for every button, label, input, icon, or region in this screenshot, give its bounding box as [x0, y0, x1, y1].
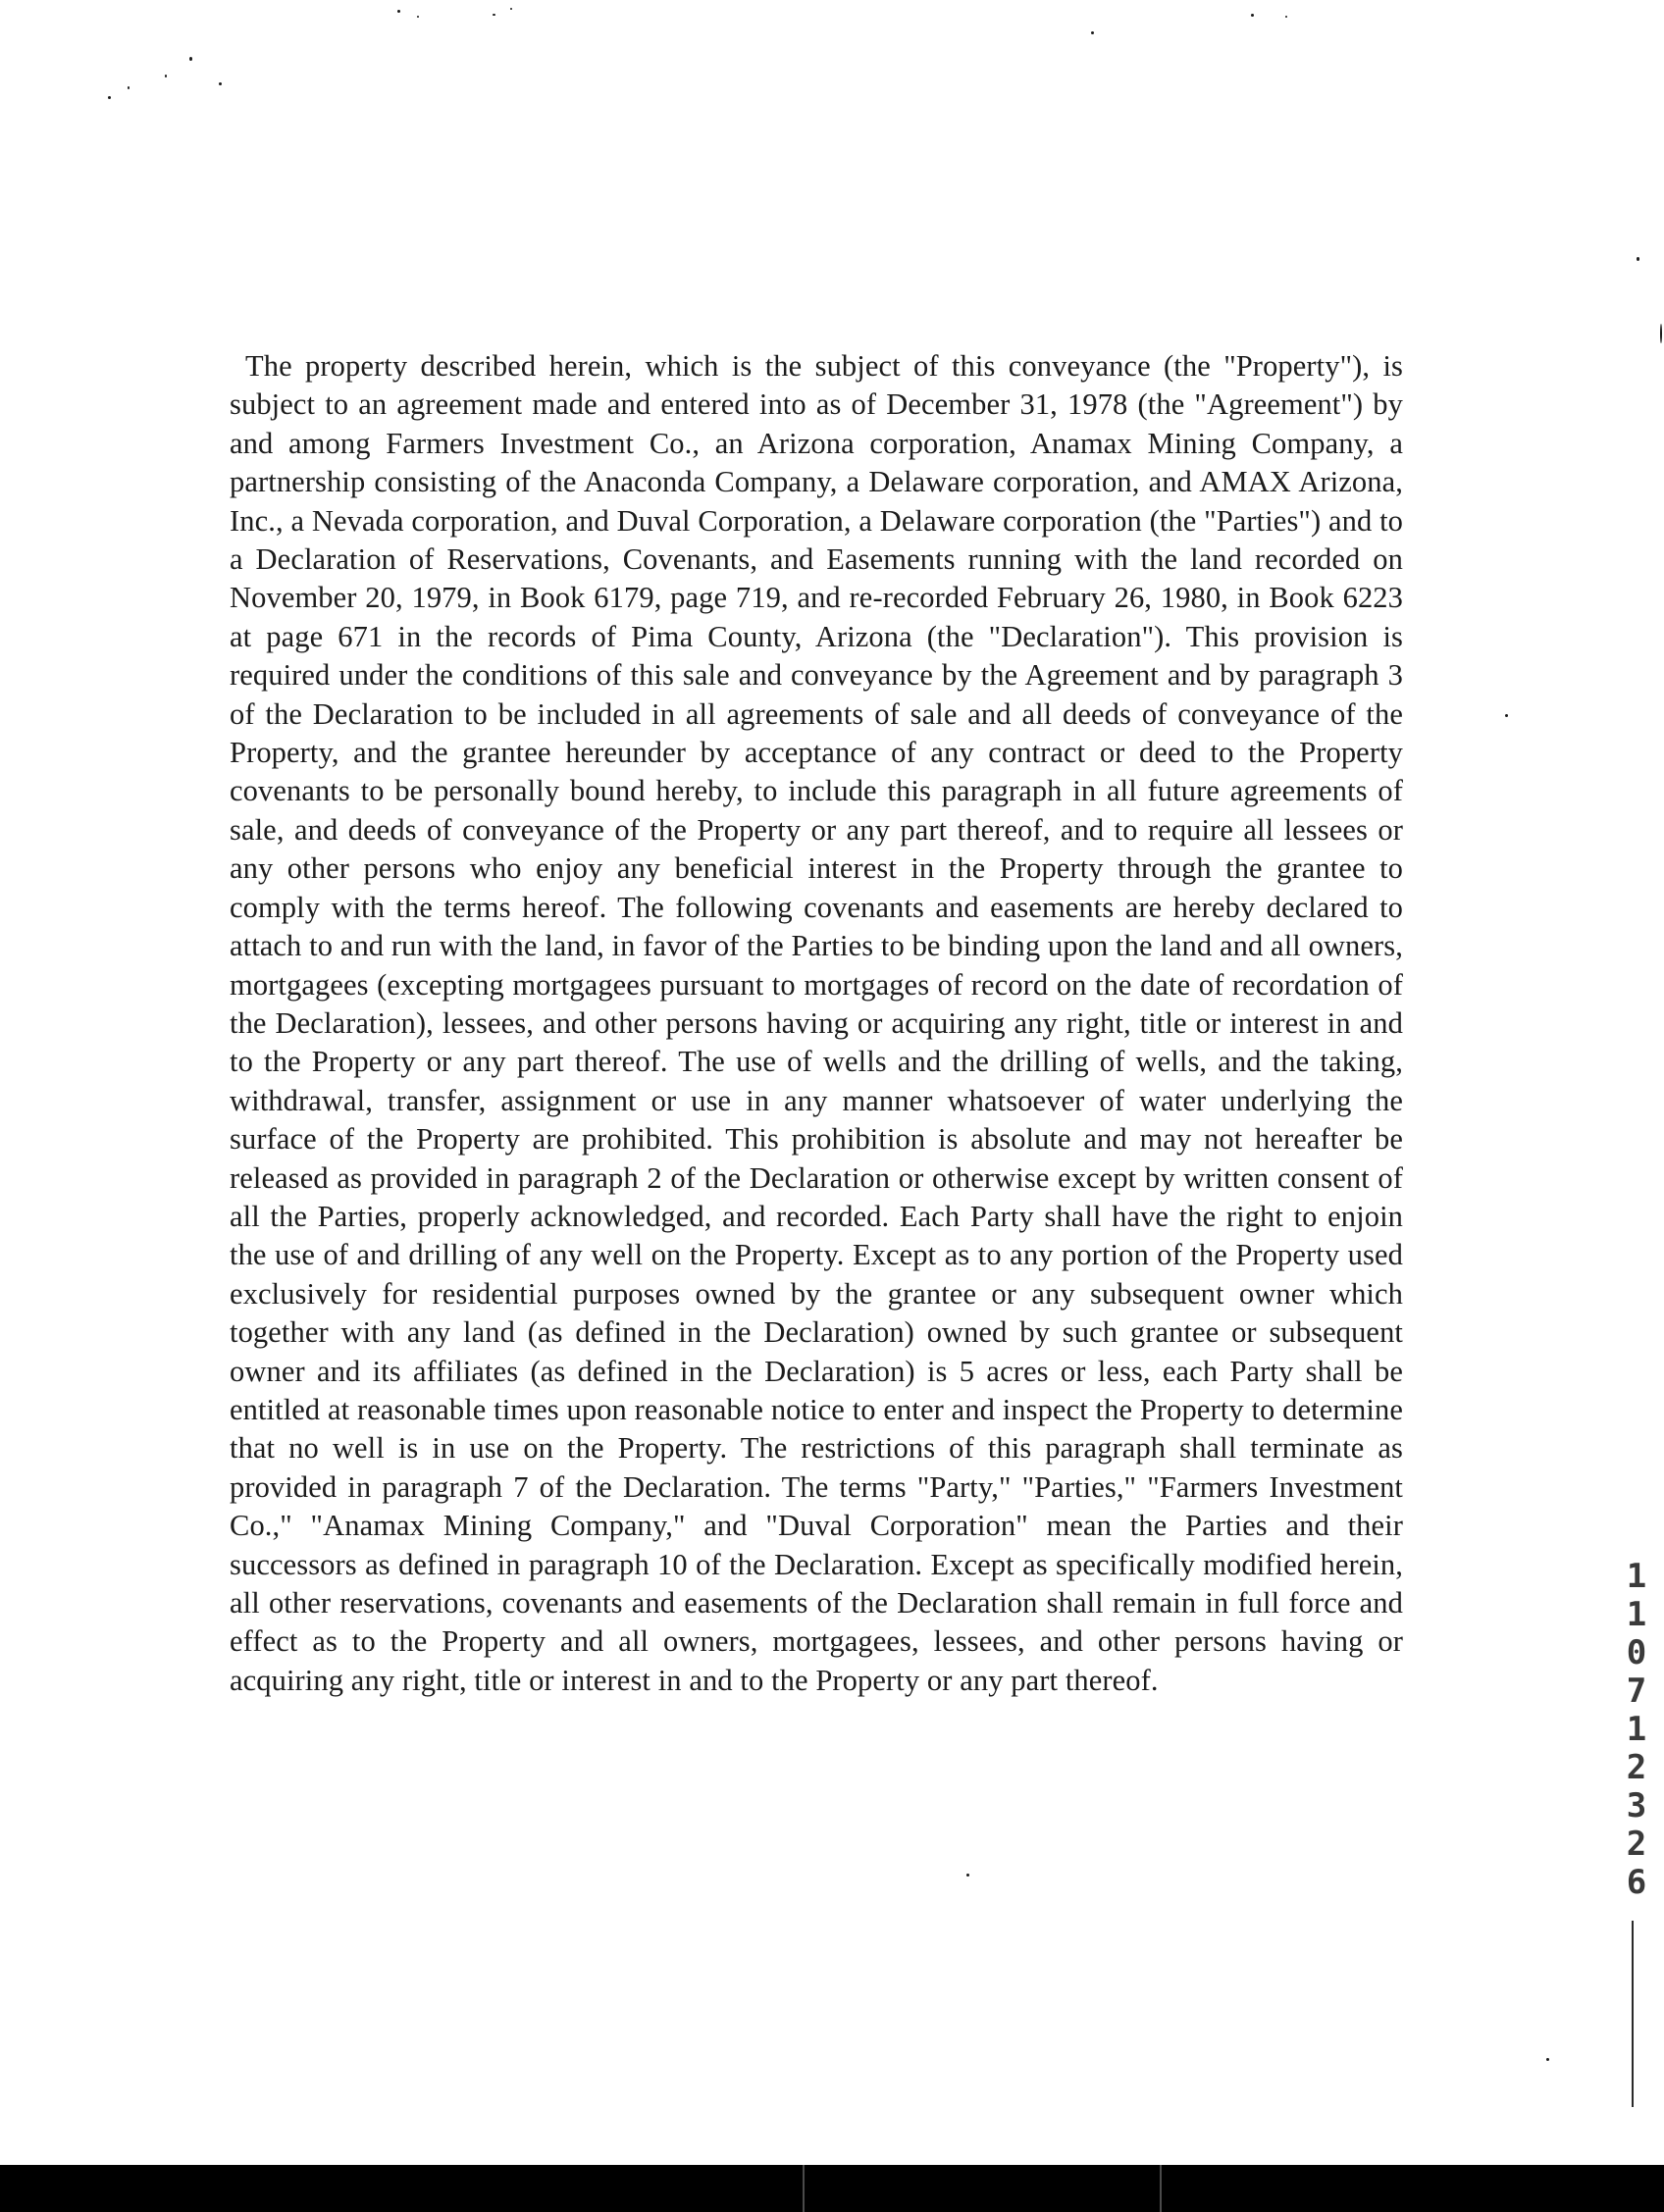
- scan-speck: [1505, 714, 1508, 717]
- stamp-digit: 1: [1626, 1557, 1647, 1596]
- scan-speck: [1091, 31, 1094, 34]
- stamp-digit: 1: [1626, 1710, 1647, 1749]
- scan-speck: [417, 16, 419, 18]
- scan-speck: [189, 57, 192, 61]
- scan-speck: [219, 82, 222, 85]
- scan-band-tick: [803, 2165, 805, 2212]
- scan-speck: [397, 10, 400, 13]
- scan-speck: [1285, 16, 1287, 18]
- scan-speck: [493, 14, 495, 16]
- stamp-digit: 1: [1626, 1595, 1647, 1634]
- scan-speck: [1660, 324, 1662, 343]
- stamp-digit: 2: [1626, 1748, 1647, 1787]
- recording-stamp: [1617, 1557, 1656, 1902]
- stamp-digit: 2: [1626, 1825, 1647, 1864]
- scan-speck: [128, 86, 130, 89]
- stamp-digit: 6: [1626, 1863, 1647, 1902]
- scan-speck: [165, 75, 167, 77]
- scan-speck: [510, 8, 512, 10]
- scan-speck: [966, 1874, 969, 1877]
- scan-speck: [1251, 14, 1254, 17]
- scan-band-tick: [1160, 2165, 1162, 2212]
- scan-speck: [1637, 257, 1639, 261]
- margin-rule-line: [1632, 1921, 1634, 2107]
- scan-speck: [1546, 2058, 1549, 2061]
- deed-restriction-paragraph: The property described herein, which is the subject of this conveyance (the "Property"), is subject to an agreement made and entered into as of December 31, 1978 (the "Agreement") by and among Farmers Investment Co., an Arizona corporation, Anamax Mining Company, a partnership consisting of the Anaconda Company, a Delaware corporation, and AMAX Arizona, Inc., a Nevada corporation, and Duval Corporation, a Delaware corporation (the "Parties") and to a Declaration of Reservations, Covenants, and Easements running with the land recorded on November 20, 1979, in Book 6179, page 719, and re-recorded February 26, 1980, in Book 6223 at page 671 in the records of Pima County, Arizona (the "Declaration"). This provision is required under the conditions of this sale and conveyance by the Agreement and by paragraph 3 of the Declaration to be included in all agreements of sale and all deeds of conveyance of the Property, and the grantee hereunder by acceptance of any contract or deed to the Property covenants to be personally bound hereby, to include this paragraph in all future agreements of sale, and deeds of conveyance of the Property or any part thereof, and to require all lessees or any other persons who enjoy any beneficial interest in the Property through the grantee to comply with the terms hereof. The following covenants and easements are hereby declared to attach to and run with the land, in favor of the Parties to be binding upon the land and all owners, mortgagees (excepting mortgagees pursuant to mortgages of record on the date of recordation of the Declaration), lessees, and other persons having or acquiring any right, title or interest in and to the Property or any part thereof. The use of wells and the drilling of wells, and the taking, withdrawal, transfer, assignment or use in any manner whatsoever of water underlying the surface of the Property are prohibited. This prohibition is absolute and may not hereafter be released as provided in paragraph 2 of the Declaration or otherwise except by written consent of all the Parties, properly acknowledged, and recorded. Each Party shall have the right to enjoin the use of and drilling of any well on the Property. Except as to any portion of the Property used exclusively for residential purposes owned by the grantee or any subsequent owner which together with any land (as defined in the Declaration) owned by such grantee or subsequent owner and its affiliates (as defined in the Declaration) is 5 acres or less, each Party shall be entitled at reasonable times upon reasonable notice to enter and inspect the Property to determine that no well is in use on the Property. The restrictions of this paragraph shall terminate as provided in paragraph 7 of the Declaration. The terms "Party," "Parties," "Farmers Investment Co.," "Anamax Mining Company," and "Duval Corporation" mean the Parties and their successors as defined in paragraph 10 of the Declaration. Except as specifically modified herein, all other reservations, covenants and easements of the Declaration shall remain in full force and effect as to the Property and all owners, mortgagees, lessees, and other persons having or acquiring any right, title or interest in and to the Property or any part thereof.: [230, 349, 1403, 1697]
- stamp-digit: 7: [1626, 1672, 1647, 1711]
- stamp-digit: 0: [1626, 1633, 1647, 1672]
- scan-speck: [108, 96, 111, 99]
- stamp-digit: 3: [1626, 1786, 1647, 1826]
- scan-edge-band: [0, 2165, 1664, 2212]
